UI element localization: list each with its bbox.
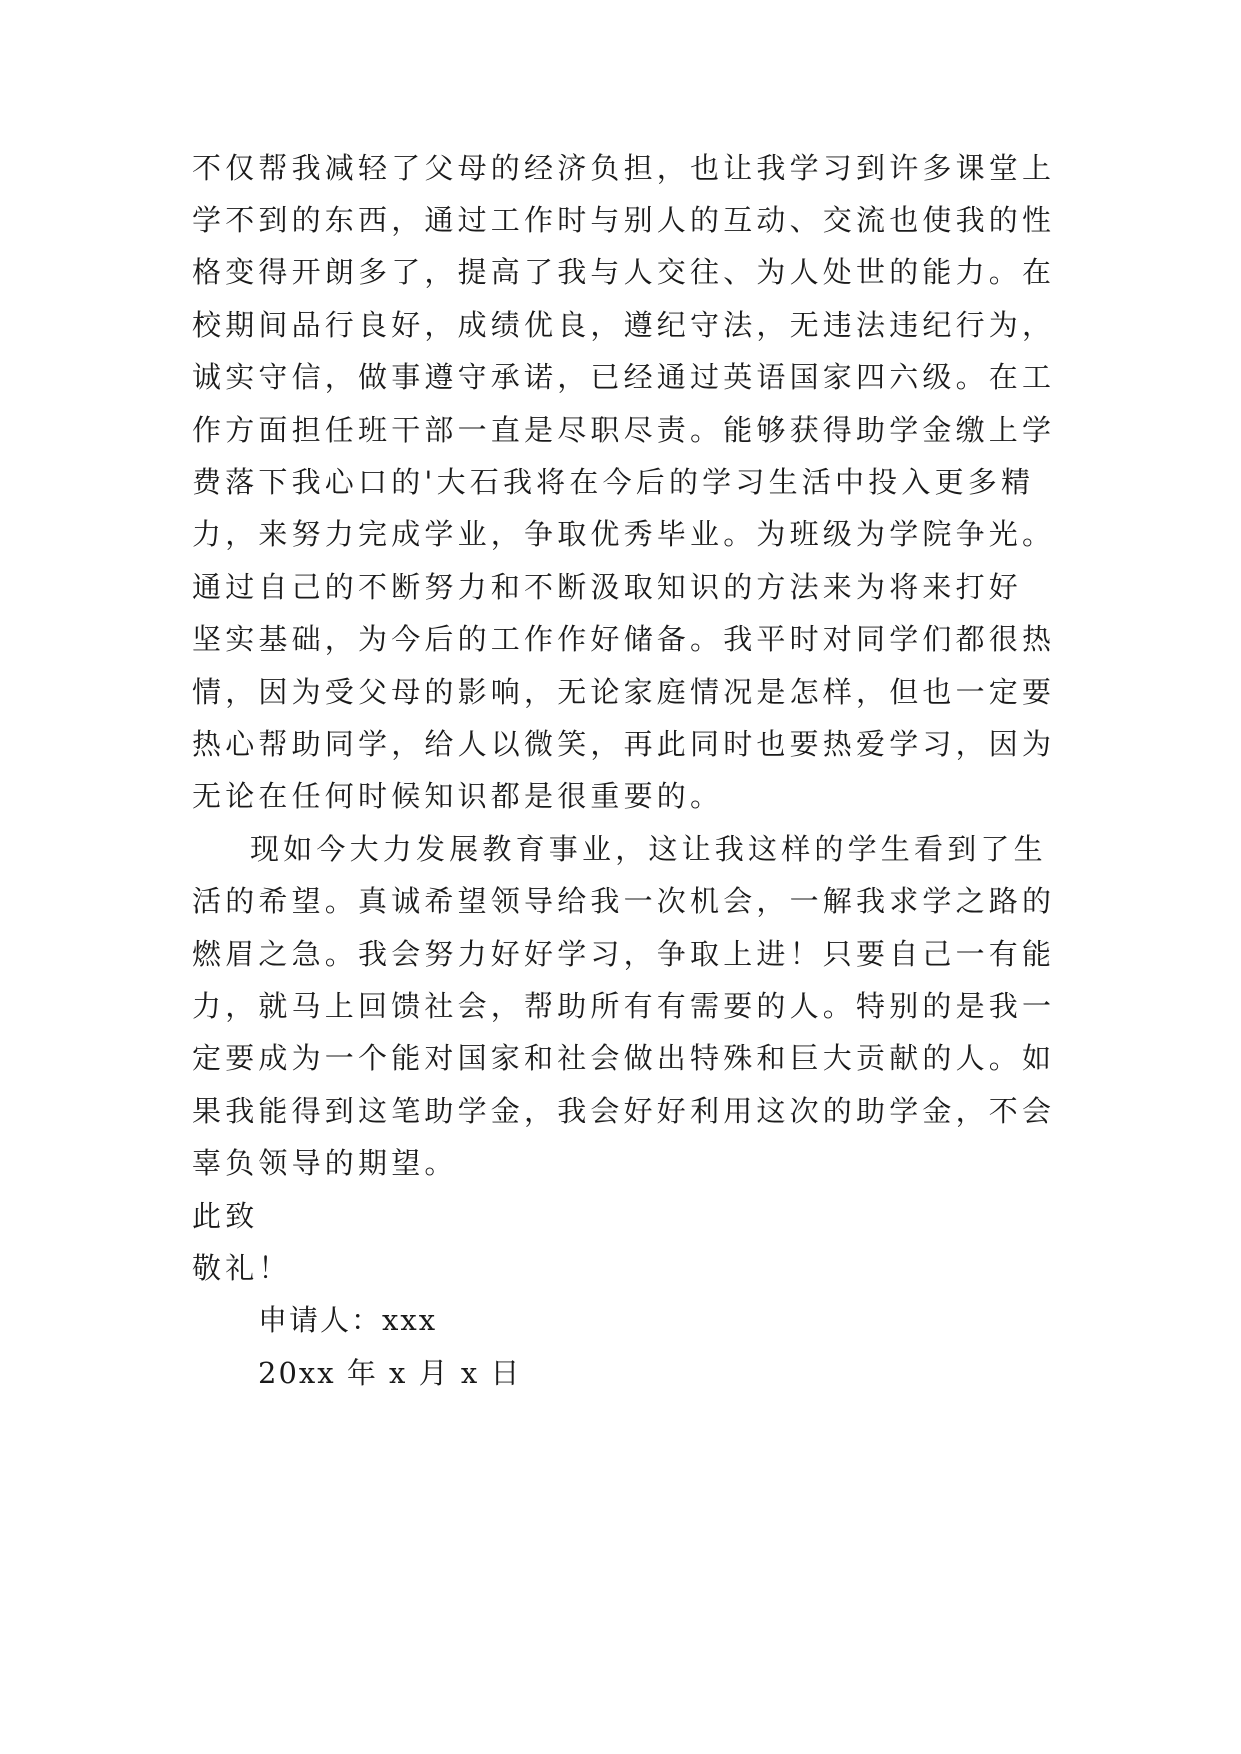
body-line: 作方面担任班干部一直是尽职尽责。能够获得助学金缴上学 [192,413,1056,447]
body-line: 校期间品行良好，成绩优良，遵纪守法，无违法违纪行为， [192,308,1056,342]
body-line: 不仅帮我减轻了父母的经济负担，也让我学习到许多课堂上 [192,151,1056,185]
body-line: 无论在任何时候知识都是很重要的。 [192,779,724,813]
body-line: 坚实基础，为今后的工作作好储备。我平时对同学们都很热 [192,622,1056,656]
body-line: 通过自己的不断努力和不断汲取知识的方法来为将来打好 [192,570,1023,604]
closing-text: 此致 [192,1199,259,1233]
body-line: 学不到的东西，通过工作时与别人的互动、交流也使我的性 [192,203,1056,237]
body-line: 费落下我心口的'大石我将在今后的学习生活中投入更多精 [192,465,1035,499]
body-line: 燃眉之急。我会努力好好学习，争取上进！只要自己一有能 [192,937,1056,971]
body-line: 情，因为受父母的影响，无论家庭情况是怎样，但也一定要 [192,675,1056,709]
body-line: 辜负领导的期望。 [192,1146,458,1180]
salute-text: 敬礼！ [192,1251,292,1285]
application-date: 20xx 年 x 月 x 日 [258,1356,522,1390]
body-line: 活的希望。真诚希望领导给我一次机会，一解我求学之路的 [192,884,1056,918]
body-line: 力，就马上回馈社会，帮助所有有需要的人。特别的是我一 [192,989,1056,1023]
body-line: 定要成为一个能对国家和社会做出特殊和巨大贡献的人。如 [192,1041,1056,1075]
applicant-signature: 申请人：xxx [258,1303,438,1337]
body-line: 热心帮助同学，给人以微笑，再此同时也要热爱学习，因为 [192,727,1056,761]
body-line: 果我能得到这笔助学金，我会好好利用这次的助学金，不会 [192,1094,1056,1128]
body-line: 诚实守信，做事遵守承诺，已经通过英语国家四六级。在工 [192,360,1056,394]
body-line: 力，来努力完成学业，争取优秀毕业。为班级为学院争光。 [192,517,1056,551]
paragraph-first-line: 现如今大力发展教育事业，这让我这样的学生看到了生 [250,832,1047,866]
body-line: 格变得开朗多了，提高了我与人交往、为人处世的能力。在 [192,255,1056,289]
